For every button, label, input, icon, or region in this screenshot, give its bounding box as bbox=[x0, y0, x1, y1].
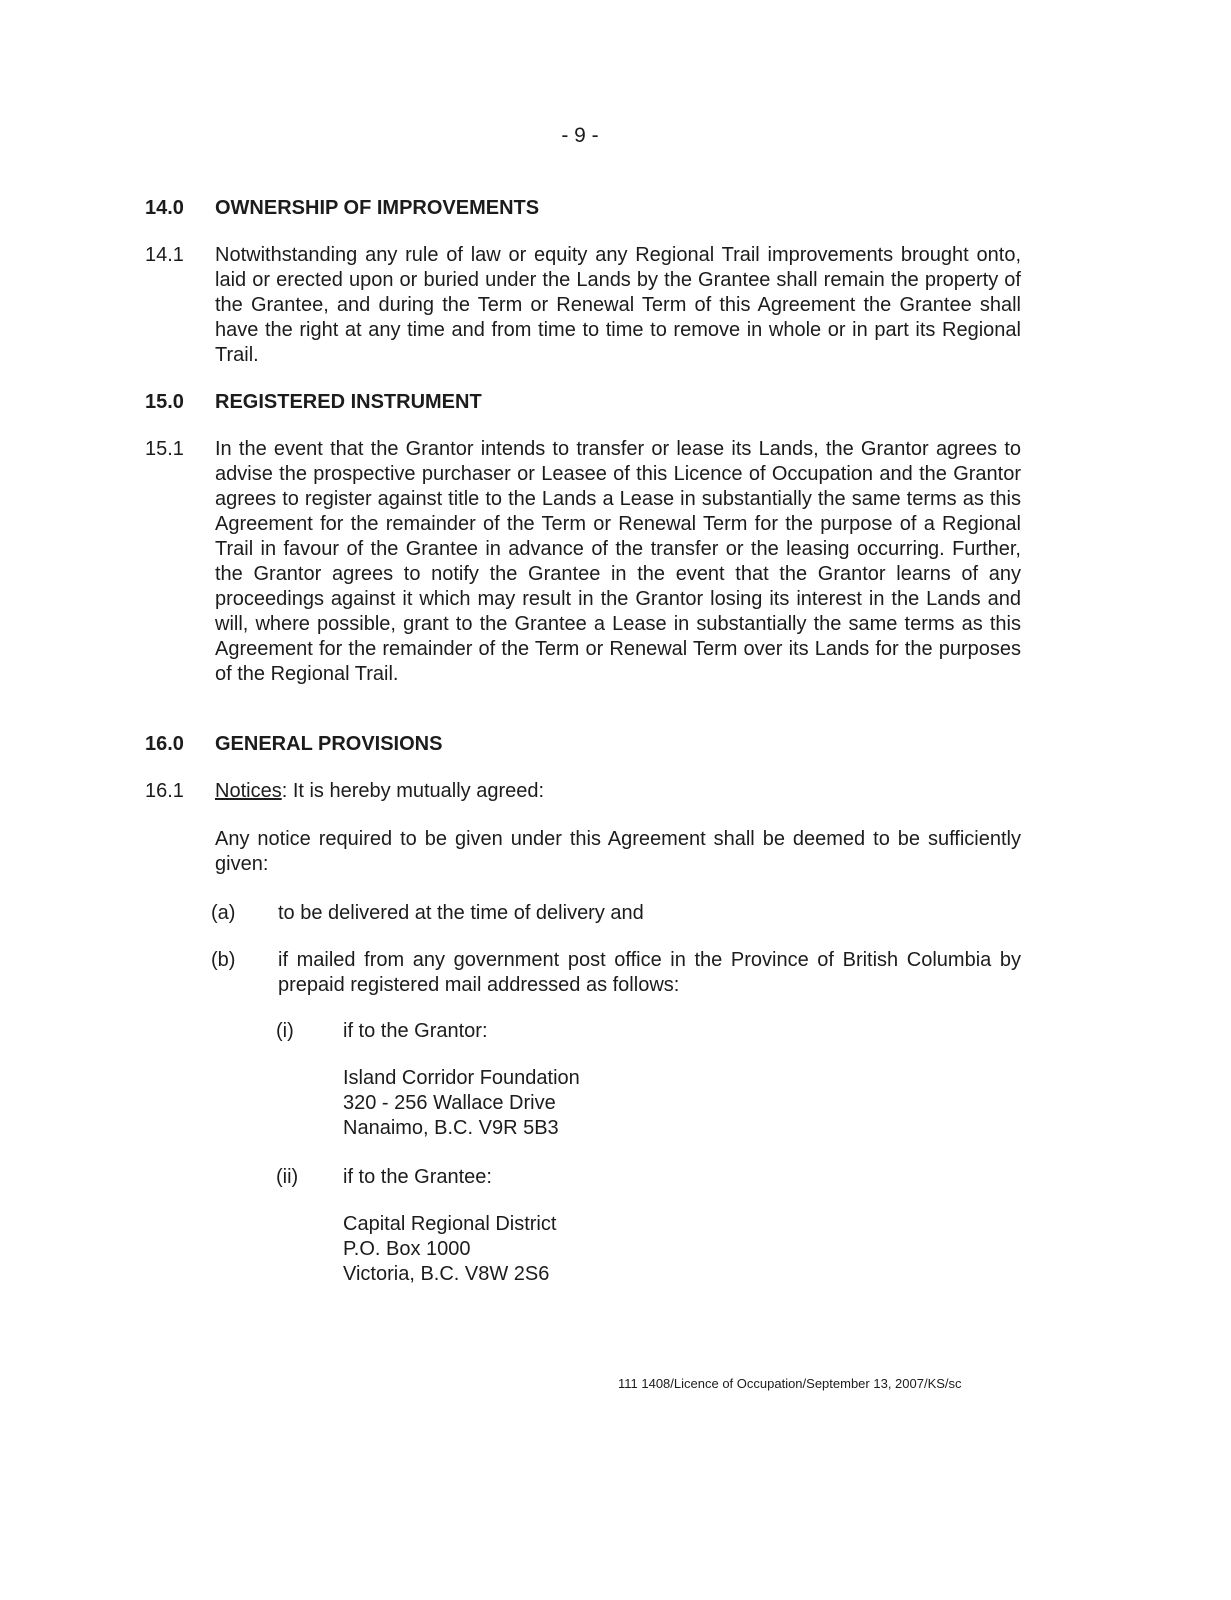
subitem-text: if to the Grantor: bbox=[343, 1020, 488, 1042]
address-line: P.O. Box 1000 bbox=[343, 1238, 471, 1260]
clause-lead bbox=[215, 779, 544, 804]
subitem-label: (ii) bbox=[276, 1166, 299, 1188]
clause-text: Notwithstanding any rule of law or equity any Regional Trail improvements brought onto, laid or erected upon or buried under the Lands by the Grantee shall remain the property of the Grantee, and during the Term or Renewal Term of this Agreement the Grantee shall have the right at any time and from time to time to remove in whole or in part its Regional Trail. bbox=[215, 244, 1021, 366]
subitem-text: if to the Grantee: bbox=[343, 1166, 492, 1188]
section-number: 16.0 bbox=[145, 733, 184, 755]
address-line: Capital Regional District bbox=[343, 1213, 557, 1235]
clause-number: 14.1 bbox=[145, 244, 184, 266]
address-line: Victoria, B.C. V8W 2S6 bbox=[343, 1263, 550, 1285]
section-heading: GENERAL PROVISIONS bbox=[215, 733, 443, 755]
item-text: if mailed from any government post office in the Province of British Columbia by prepaid registered mail addressed as follows: bbox=[278, 949, 1021, 996]
item-label: (a) bbox=[211, 902, 236, 924]
grantor-address bbox=[343, 1066, 580, 1141]
grantee-address bbox=[343, 1212, 556, 1287]
subitem-label: (i) bbox=[276, 1020, 294, 1042]
clause-number: 16.1 bbox=[145, 780, 184, 802]
address-line: Nanaimo, B.C. V9R 5B3 bbox=[343, 1117, 559, 1139]
item-text: to be delivered at the time of delivery and bbox=[278, 902, 644, 924]
section-number: 15.0 bbox=[145, 391, 184, 413]
address-line: Island Corridor Foundation bbox=[343, 1067, 580, 1089]
section-heading: REGISTERED INSTRUMENT bbox=[215, 391, 482, 413]
clause-text: In the event that the Grantor intends to transfer or lease its Lands, the Grantor agrees to advise the prospective purchaser or Leasee of this Licence of Occupation and the Grantor agrees to register against title to the Lands a Lease in substantially the same terms as this Agreement for the remainder of the Term or Renewal Term for the purpose of a Regional Trail in favour of the Grantee in advance of the transfer or the leasing occurring. Further, the Grantor agrees to notify the Grantee in the event that the Grantor learns of any proceedings against it which may result in the Grantor losing its interest in the Lands and will, where possible, grant to the Grantee a Lease in substantially the same terms as this Agreement for the remainder of the Term or Renewal Term over its Lands for the purposes of the Regional Trail. bbox=[215, 438, 1021, 685]
clause-lead-rest: : It is hereby mutually agreed: bbox=[281, 780, 545, 802]
notices-label: Notices bbox=[215, 780, 282, 802]
address-line: 320 - 256 Wallace Drive bbox=[343, 1092, 556, 1114]
clause-text: Any notice required to be given under this Agreement shall be deemed to be sufficiently given: bbox=[215, 828, 1021, 875]
page-number: - 9 - bbox=[561, 124, 599, 147]
clause-number: 15.1 bbox=[145, 438, 184, 460]
item-label: (b) bbox=[211, 949, 236, 971]
section-number: 14.0 bbox=[145, 197, 184, 219]
section-heading: OWNERSHIP OF IMPROVEMENTS bbox=[215, 197, 540, 219]
document-footer: 111 1408/Licence of Occupation/September 13, 2007/KS/sc bbox=[618, 1376, 962, 1391]
